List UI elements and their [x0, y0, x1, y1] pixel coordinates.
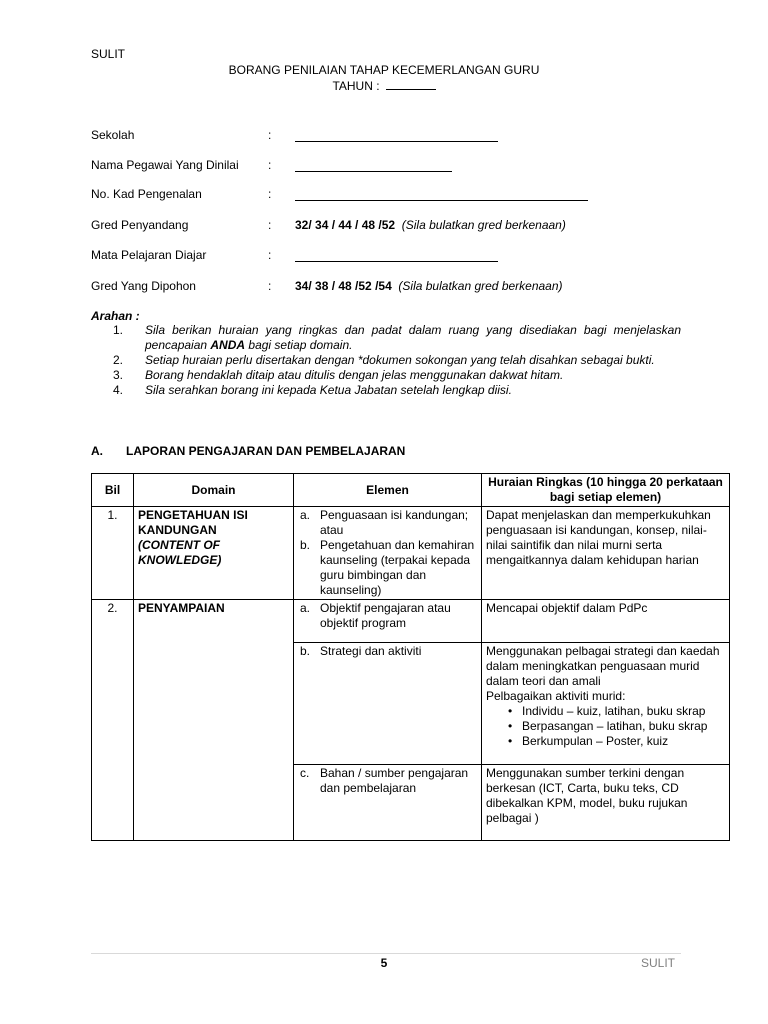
instructions-title: Arahan : — [91, 309, 140, 323]
instructions — [91, 309, 681, 398]
field-label: Gred Yang Dipohon — [91, 279, 196, 293]
header-huraian: Huraian Ringkas (10 hingga 20 perkataan bagi setiap elemen) — [482, 474, 730, 507]
laporan-table — [91, 473, 730, 841]
gred-penyandang-value — [295, 218, 566, 232]
instruction-item — [91, 368, 681, 383]
mata-pelajaran-blank[interactable] — [295, 261, 498, 262]
grade-options[interactable]: 32/ 34 / 44 / 48 /52 — [295, 218, 396, 232]
activities-title: Pelbagaikan aktiviti murid: — [486, 689, 626, 703]
sekolah-blank[interactable] — [295, 141, 498, 142]
list-item: • Individu – kuiz, latihan, buku skrap — [508, 704, 725, 719]
row-domain — [134, 507, 294, 600]
field-colon: : — [268, 279, 272, 293]
row-bil: 2. — [92, 600, 134, 841]
row-huraian[interactable]: Menggunakan sumber terkini dengan berkesan (ICT, Carta, buku teks, CD dibekalkan KPM, model, buku rujukan pelbagai ) — [482, 765, 730, 841]
row-elemen — [294, 765, 482, 841]
field-label: Gred Penyandang — [91, 218, 189, 232]
elemen-item — [298, 508, 477, 538]
list-item: • Berpasangan – latihan, buku skrap — [508, 719, 725, 734]
instruction-number: 4. — [113, 383, 124, 397]
row-domain — [134, 600, 294, 841]
instruction-text: Sila serahkan borang ini kepada Ketua Jabatan setelah lengkap diisi. — [145, 383, 512, 397]
field-colon: : — [268, 187, 272, 201]
instruction-number: 3. — [113, 368, 124, 382]
instruction-number: 1. — [113, 323, 124, 337]
footer-divider — [91, 953, 681, 954]
header-bil: Bil — [92, 474, 134, 507]
table-row — [92, 507, 730, 600]
row-huraian[interactable]: Dapat menjelaskan dan memperkukuhkan penguasaan isi kandungan, konsep, nilai-nilai saintifik dan nilai murni serta mengaitkannya dalam kehidupan harian — [482, 507, 730, 600]
elemen-text: Pengetahuan dan kemahiran kaunseling (terpakai kepada guru bimbingan dan kaunseling) — [320, 538, 475, 597]
row-huraian[interactable]: Mencapai objektif dalam PdPc — [482, 600, 730, 643]
section-heading — [91, 444, 405, 458]
elemen-item — [298, 538, 477, 598]
elemen-text: Strategi dan aktiviti — [320, 644, 422, 658]
elemen-text: Objektif pengajaran atau objektif program — [320, 601, 451, 630]
instruction-text: Borang hendaklah ditaip atau ditulis dengan jelas menggunakan dakwat hitam. — [145, 368, 564, 382]
row-elemen — [294, 643, 482, 765]
elemen-item — [298, 601, 477, 631]
page-number: 5 — [380, 956, 388, 970]
header-elemen: Elemen — [294, 474, 482, 507]
grade-note: (Sila bulatkan gred berkenaan) — [401, 218, 566, 232]
instruction-text: Sila berikan huraian yang ringkas dan padat dalam ruang yang disediakan bagi menjelaskan pencapaian — [145, 323, 681, 352]
elemen-letter: c. — [300, 766, 310, 780]
instruction-number: 2. — [113, 353, 124, 367]
instruction-emphasis: ANDA — [210, 338, 246, 352]
elemen-item — [298, 766, 477, 796]
field-label: No. Kad Pengenalan — [91, 187, 202, 201]
domain-english: (CONTENT OF KNOWLEDGE) — [138, 538, 222, 567]
field-colon: : — [268, 218, 272, 232]
grade-note: (Sila bulatkan gred berkenaan) — [398, 279, 563, 293]
classification-top: SULIT — [91, 47, 126, 61]
row-huraian[interactable] — [482, 643, 730, 765]
gred-dipohon-value — [295, 279, 563, 293]
header-domain: Domain — [134, 474, 294, 507]
nama-pegawai-blank[interactable] — [295, 171, 452, 172]
elemen-item — [298, 644, 477, 659]
elemen-text: Bahan / sumber pengajaran dan pembelajaran — [320, 766, 469, 795]
field-label: Nama Pegawai Yang Dinilai — [91, 158, 239, 172]
instruction-item — [91, 383, 681, 398]
document-title: BORANG PENILAIAN TAHAP KECEMERLANGAN GURU — [228, 63, 540, 77]
field-colon: : — [268, 128, 272, 142]
row-elemen — [294, 507, 482, 600]
row-bil: 1. — [92, 507, 134, 600]
elemen-text: Penguasaan isi kandungan; atau — [320, 508, 469, 537]
elemen-letter: b. — [300, 538, 311, 552]
activities-list — [486, 704, 725, 749]
elemen-letter: b. — [300, 644, 311, 658]
field-colon: : — [268, 158, 272, 172]
year-label: TAHUN : — [332, 79, 380, 93]
list-item: • Berkumpulan – Poster, kuiz — [508, 734, 725, 749]
instruction-text: Setiap huraian perlu disertakan dengan *dokumen sokongan yang telah disahkan sebagai bukti. — [145, 353, 655, 367]
grade-options[interactable]: 34/ 38 / 48 /52 /54 — [295, 279, 392, 293]
instruction-item — [91, 353, 681, 368]
table-row — [92, 600, 730, 643]
huraian-text: Menggunakan pelbagai strategi dan kaedah dalam meningkatkan penguasaan murid dalam teori dan amali — [486, 644, 720, 688]
field-label: Sekolah — [91, 128, 135, 142]
kad-pengenalan-blank[interactable] — [295, 200, 588, 201]
instruction-item — [91, 323, 681, 353]
elemen-letter: a. — [300, 508, 311, 522]
row-elemen — [294, 600, 482, 643]
field-colon: : — [268, 248, 272, 262]
domain-name: PENGETAHUAN ISI KANDUNGAN — [138, 508, 248, 537]
year-line — [0, 79, 768, 93]
elemen-letter: a. — [300, 601, 311, 615]
year-blank[interactable] — [386, 79, 436, 90]
section-letter: A. — [91, 444, 103, 458]
classification-bottom: SULIT — [641, 956, 676, 970]
section-title: LAPORAN PENGAJARAN DAN PEMBELAJARAN — [126, 444, 406, 458]
table-header-row — [92, 474, 730, 507]
domain-name: PENYAMPAIAN — [138, 601, 225, 615]
instruction-text-end: bagi setiap domain. — [245, 338, 353, 352]
field-label: Mata Pelajaran Diajar — [91, 248, 207, 262]
